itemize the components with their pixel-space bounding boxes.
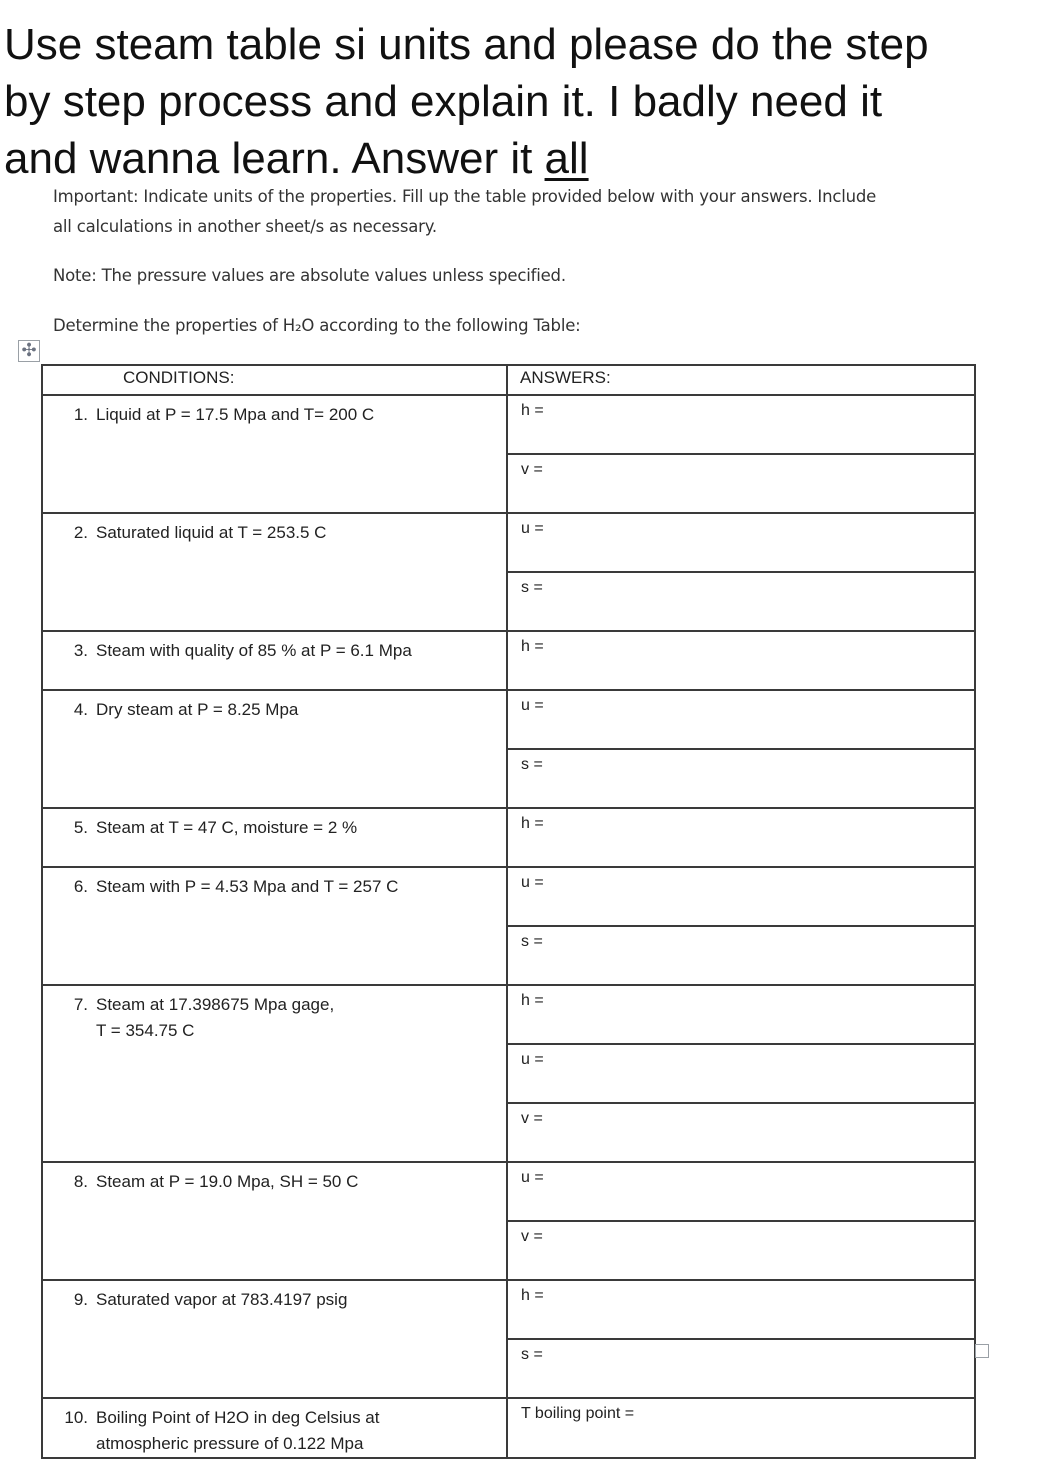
condition-cell [42,1162,507,1280]
condition-item [43,402,498,428]
condition-text: Steam with quality of 85 % at P = 6.1 Mpa [96,641,412,660]
condition-number: 7. [73,995,88,1014]
answer-cell[interactable]: T boiling point = [507,1398,975,1458]
condition-item [43,1287,498,1313]
condition-number: 3. [73,641,88,660]
table-row [42,867,975,926]
headline-line-1: Use steam table si units and please do the step [4,20,929,69]
answer-cell[interactable]: h = [507,1280,975,1339]
headline-underlined-word: all [544,134,589,183]
answer-cell[interactable]: v = [507,454,975,513]
condition-cell [42,631,507,690]
answer-cell[interactable]: v = [507,1103,975,1162]
condition-item [43,638,498,664]
answer-cell[interactable]: h = [507,985,975,1044]
condition-cell [42,985,507,1162]
condition-cell [42,808,507,867]
condition-number: 5. [73,818,88,837]
condition-item [43,520,498,546]
answer-cell[interactable]: u = [507,867,975,926]
condition-number: 1. [73,405,88,424]
table-row [42,690,975,749]
headline-line-2: by step process and explain it. I badly need it [4,77,883,126]
condition-cell [42,690,507,808]
condition-number: 4. [73,700,88,719]
condition-text: Steam at P = 19.0 Mpa, SH = 50 C [96,1172,359,1191]
answer-cell[interactable]: u = [507,1044,975,1103]
condition-text: Steam at T = 47 C, moisture = 2 % [96,818,358,837]
table-row [42,808,975,867]
condition-item [43,874,498,900]
answer-cell[interactable]: u = [507,1162,975,1221]
condition-item [43,1169,498,1195]
table-header-row [42,365,975,395]
condition-cell [42,513,507,631]
condition-cell [42,1280,507,1398]
table-row [42,513,975,572]
answer-cell[interactable]: u = [507,513,975,572]
condition-number: 2. [73,523,88,542]
table-row [42,395,975,454]
table-row [42,1280,975,1339]
condition-number: 6. [73,877,88,896]
condition-item [43,697,498,723]
answer-cell[interactable]: s = [507,1339,975,1398]
condition-item [43,1405,498,1457]
condition-item [43,815,498,841]
condition-cell [42,867,507,985]
condition-text: Steam at 17.398675 Mpa gage, T = 354.75 C [96,995,335,1040]
answer-cell[interactable]: s = [507,572,975,631]
properties-table [41,364,976,1459]
table-row [42,985,975,1044]
answer-cell[interactable]: h = [507,808,975,867]
condition-cell [42,1398,507,1458]
condition-text: Steam with P = 4.53 Mpa and T = 257 C [96,877,399,896]
condition-text: Dry steam at P = 8.25 Mpa [96,700,299,719]
answer-cell[interactable]: v = [507,1221,975,1280]
answer-cell[interactable]: h = [507,631,975,690]
table-row [42,631,975,690]
condition-number: 9. [73,1290,88,1309]
answer-cell[interactable]: h = [507,395,975,454]
note-text: Note: The pressure values are absolute values unless specified. [53,266,566,285]
condition-item [43,992,498,1044]
answer-cell[interactable]: u = [507,690,975,749]
condition-text: Saturated vapor at 783.4197 psig [96,1290,348,1309]
conditions-header: CONDITIONS: [42,365,507,395]
condition-cell [42,395,507,513]
headline-line-3 [4,130,1054,187]
question-headline [4,16,1054,187]
determine-text: Determine the properties of H₂O according to the following Table: [53,316,581,335]
important-line-1: Important: Indicate units of the properties. Fill up the table provided below with your answers. Include [53,187,877,206]
headline-line-3-start: and wanna learn. Answer it [4,134,545,183]
important-line-2: all calculations in another sheet/s as necessary. [53,217,437,236]
table-row [42,1162,975,1221]
condition-text: Liquid at P = 17.5 Mpa and T= 200 C [96,405,375,424]
table-row [42,1398,975,1458]
condition-text: Boiling Point of H2O in deg Celsius at atmospheric pressure of 0.122 Mpa [96,1408,380,1453]
table-move-handle-icon[interactable]: ✣ [18,340,40,362]
table-resize-handle[interactable] [975,1344,989,1358]
condition-number: 8. [73,1172,88,1191]
condition-text: Saturated liquid at T = 253.5 C [96,523,327,542]
condition-number: 10. [64,1408,88,1427]
answer-cell[interactable]: s = [507,749,975,808]
answers-header: ANSWERS: [507,365,975,395]
answer-cell[interactable]: s = [507,926,975,985]
